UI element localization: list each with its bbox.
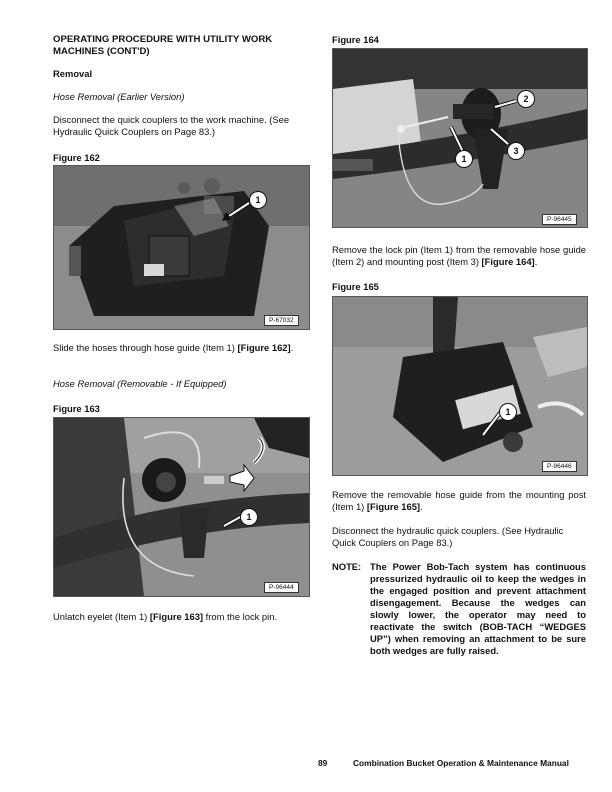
- page-number: 89: [318, 758, 328, 768]
- section-heading: OPERATING PROCEDURE WITH UTILITY WORK MACHINES (CONT'D): [53, 34, 273, 57]
- figure-164-photo: [332, 48, 588, 228]
- manual-title: Combination Bucket Operation & Maintenance Manual: [353, 758, 569, 768]
- figure-165-photo-code: P-96446: [542, 461, 577, 472]
- remove-lock-period: .: [534, 256, 538, 267]
- figure-163-photo: [53, 417, 310, 597]
- figure-162-photo-code: P-67032: [264, 315, 299, 326]
- figure-162-label: Figure 162: [53, 152, 100, 163]
- remove-guide-text: Remove the removable hose guide from the mounting post (Item 1): [332, 489, 586, 512]
- figure-165-callout-1: 1: [499, 403, 517, 421]
- remove-lock-pin-instruction: [332, 244, 586, 268]
- figure-165-label: Figure 165: [332, 281, 379, 292]
- unlatch-text: Unlatch eyelet (Item 1): [53, 611, 150, 622]
- figure-163-reference: [Figure 163]: [149, 611, 204, 622]
- slide-hoses-instruction: [53, 342, 308, 354]
- slide-hoses-text: Slide the hoses through hose guide (Item 1): [53, 342, 238, 353]
- disconnect-couplers-instruction: Disconnect the hydraulic quick couplers. (See Hydraulic Quick Couplers on Page 83.): [332, 525, 564, 548]
- figure-164-reference: [Figure 164]: [481, 256, 535, 267]
- figure-164-callout-2: 2: [517, 90, 535, 108]
- figure-162-callout-1: 1: [249, 191, 267, 209]
- note-body: The Power Bob-Tach system has continuous pressurized hydraulic oil to keep the wedges in the engaged position and prevent attachment disengagement. Because the wedges can slowly lower, the operator may need to reactivate the switch (BOB-TACH “WEDGES UP”) when removing an attachment to be sure both wedges are fully raised.: [370, 561, 586, 656]
- figure-164-callout-3: 3: [507, 142, 525, 160]
- hose-removal-removable-subheading: Hose Removal (Removable - If Equipped): [53, 378, 227, 389]
- figure-163-label: Figure 163: [53, 403, 100, 414]
- disconnect-instruction: Disconnect the quick couplers to the work machine. (See Hydraulic Quick Couplers on Page 83.): [53, 114, 290, 137]
- remove-lock-text: Remove the lock pin (Item 1) from the removable hose guide (Item 2) and mounting post (Item 3): [332, 244, 586, 267]
- figure-164-label: Figure 164: [332, 34, 379, 45]
- remove-guide-period: .: [420, 501, 423, 512]
- remove-guide-instruction: [332, 489, 586, 513]
- figure-164-callout-1: 1: [455, 150, 473, 168]
- figure-163-photo-code: P-96444: [264, 582, 299, 593]
- figure-165-reference: [Figure 165]: [366, 501, 421, 512]
- figure-164-photo-code: P-96445: [542, 214, 577, 225]
- mounting-post-illustration: [333, 297, 587, 475]
- removal-subheading: Removal: [53, 68, 93, 79]
- lock-pin-eyelet-illustration: [54, 418, 309, 596]
- slide-hoses-period: .: [290, 342, 294, 353]
- figure-162-reference: [Figure 162]: [237, 342, 291, 353]
- unlatch-eyelet-instruction: [53, 611, 308, 623]
- figure-165-photo: [332, 296, 588, 476]
- figure-162-photo: [53, 165, 310, 330]
- note-label: NOTE:: [332, 561, 362, 572]
- hose-removal-earlier-subheading: Hose Removal (Earlier Version): [53, 91, 185, 102]
- unlatch-tail: from the lock pin.: [203, 611, 278, 622]
- hose-guide-bracket-illustration: [54, 166, 309, 329]
- removable-hose-guide-illustration: [333, 49, 587, 227]
- figure-163-callout-1: 1: [240, 508, 258, 526]
